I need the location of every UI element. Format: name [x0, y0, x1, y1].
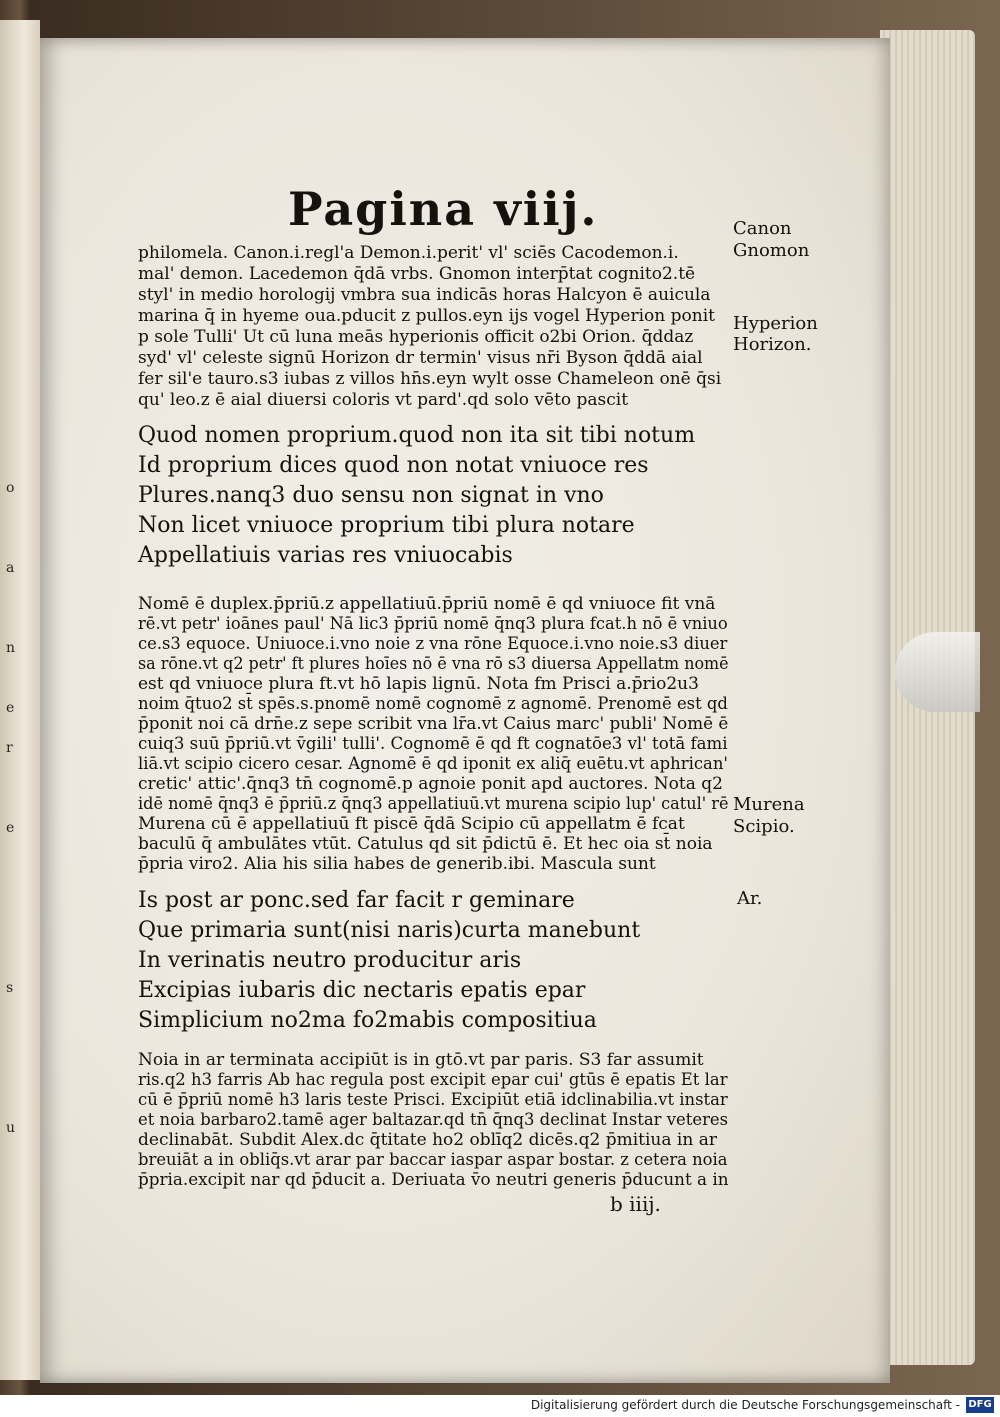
gloss-line: syd' vl' celeste signū Horizon dr termin' visus nr̄i Byson q̄ddā aial [138, 348, 703, 368]
verse-line: Excipias iubaris dic nectaris epatis epar [138, 978, 586, 1003]
dfg-logo: DFG [966, 1397, 994, 1413]
verse-line: Quod nomen proprium.quod non ita sit tibi notum [138, 423, 696, 448]
left-margin-fragment: a [6, 560, 15, 576]
commentary-line: cuiq3 suū p̄priū.vt v̄gili' tulli'. Cognomē ē qd ft cognatōe3 vl' totā fami [138, 734, 728, 754]
left-margin-fragment: o [6, 480, 15, 496]
left-page-edge [0, 20, 40, 1380]
commentary-line: est qd vniuoce plura ft.vt hō lapis lignū. Nota fm Prisci a.p̄rio2u3 [138, 674, 699, 694]
verse-line: In verinatis neutro producitur aris [138, 948, 522, 973]
gloss-line: styl' in medio horologij vmbra sua indicās horas Halcyon ē auicula [138, 285, 711, 305]
commentary-line: ris.q2 h3 farris Ab hac regula post excipit epar cui' gtūs ē epatis Et lar [138, 1070, 728, 1090]
commentary-line: declinabāt. Subdit Alex.dc q̄titate ho2 oblīq2 dicēs.q2 p̄mitiua in ar [138, 1130, 717, 1150]
left-margin-fragment: e [6, 820, 15, 836]
verse-line: Appellatiuis varias res vniuocabis [138, 543, 513, 568]
commentary-line: et noia barbaro2.tamē ager baltazar.qd tn̄ q̄nq3 declinat Instar veteres [138, 1110, 729, 1130]
verse-line: Plures.nanq3 duo sensu non signat in vno [138, 483, 604, 508]
left-margin-fragment: e [6, 700, 15, 716]
gloss-line: fer sil'e tauro.s3 iubas z villos hn̄s.eyn wylt osse Chameleon onē q̄si [138, 369, 722, 389]
verse-line: Id proprium dices quod non notat vniuoce res [138, 453, 649, 478]
commentary-line: Murena cū ē appellatiuū ft piscē q̄dā Scipio cū appellatm ē fcat [138, 814, 685, 834]
page-heading: Pagina viij. [288, 182, 599, 236]
commentary-line: sa rōne.vt q2 petr' ft plures hoīes nō ē vna rō s3 diuersa Appellatm nomē [138, 654, 729, 674]
margin-note: Canon [733, 218, 792, 239]
margin-note: Horizon. [733, 334, 812, 355]
commentary-line: p̄pria viro2. Alia his silia habes de generib.ibi. Mascula sunt [138, 854, 656, 874]
verse-line: Non licet vniuoce proprium tibi plura notare [138, 513, 635, 538]
commentary-line: p̄pria.excipit nar qd p̄ducit a. Deriuata v̄o neutri generis p̄ducunt a in [138, 1170, 729, 1190]
verse-line: Simplicium no2ma fo2mabis compositiua [138, 1008, 597, 1033]
margin-note: Ar. [737, 888, 763, 909]
commentary-line: Nomē ē duplex.p̄priū.z appellatiuū.p̄priū nomē ē qd vniuoce fit vnā [138, 594, 716, 614]
gloss-line: mal' demon. Lacedemon q̄dā vrbs. Gnomon interp̄tat cognito2.tē [138, 264, 696, 284]
signature-mark: b iiij. [610, 1192, 661, 1216]
left-margin-fragment: u [6, 1120, 16, 1136]
verse-line: Que primaria sunt(nisi naris)curta manebunt [138, 918, 641, 943]
gloss-line: qu' leo.z ē aial diuersi coloris vt pard'.qd solo vēto pascit [138, 390, 629, 410]
commentary-line: rē.vt petr' ioānes paul' Nā lic3 p̄priū nomē q̄nq3 plura fcat.h nō ē vniuo [138, 614, 728, 634]
commentary-line: idē nomē q̄nq3 ē p̄priū.z q̄nq3 appellatiuū.vt murena scipio lup' catul' rē [138, 794, 729, 814]
commentary-line: liā.vt scipio cicero cesar. Agnomē ē qd iponit ex aliq̄ euētu.vt aphrican' [138, 754, 728, 774]
margin-note: Murena [733, 794, 805, 815]
gloss-line: marina q̄ in hyeme oua.pducit z pullos.eyn ijs vogel Hyperion ponit [138, 306, 715, 326]
commentary-line: Noia in ar terminata accipiūt is in gtō.vt par paris. S3 far assumit [138, 1050, 704, 1070]
commentary-line: noim q̄tuo2 st̄ spēs.s.pnomē nomē cognomē z agnomē. Prenomē est qd [138, 694, 728, 714]
left-margin-fragment: s [6, 980, 14, 996]
commentary-line: p̄ponit noi cā drn̄e.z sepe scribit vna lr̄a.vt Caius marc' publi' Nomē ē [138, 714, 729, 734]
margin-note: Scipio. [733, 816, 795, 837]
commentary-line: cū ē p̄priū nomē h3 laris teste Prisci. Excipiūt etiā idclinabilia.vt instar [138, 1090, 728, 1110]
verse-line: Is post ar ponc.sed far facit r geminare [138, 888, 575, 913]
gloss-line: p sole Tulli' Ut cū luna meās hyperionis officit o2bi Orion. q̄ddaz [138, 327, 694, 347]
left-margin-fragment: n [6, 640, 16, 656]
commentary-line: ce.s3 equoce. Uniuoce.i.vno noie z vna rōne Equoce.i.vno noie.s3 diuer [138, 634, 728, 654]
margin-note: Hyperion [733, 313, 818, 334]
commentary-line: baculū q̄ ambulātes vtūt. Catulus qd sit p̄dictū ē. Et hec oia st̄ noia [138, 834, 713, 854]
left-margin-fragment: r [6, 740, 13, 756]
commentary-line: breuiāt a in obliq̄s.vt arar par baccar iaspar aspar bostar. z cetera noia [138, 1150, 728, 1170]
commentary-line: cretic' attic'.q̄nq3 tn̄ cognomē.p agnoie ponit apd auctores. Nota q2 [138, 774, 723, 794]
gloss-line: philomela. Canon.i.regl'a Demon.i.perit' vl' sciēs Cacodemon.i. [138, 243, 679, 263]
margin-note: Gnomon [733, 240, 810, 261]
page-clip [895, 632, 980, 712]
digitization-credit: Digitalisierung gefördert durch die Deutsche Forschungsgemeinschaft - [530, 1398, 960, 1412]
